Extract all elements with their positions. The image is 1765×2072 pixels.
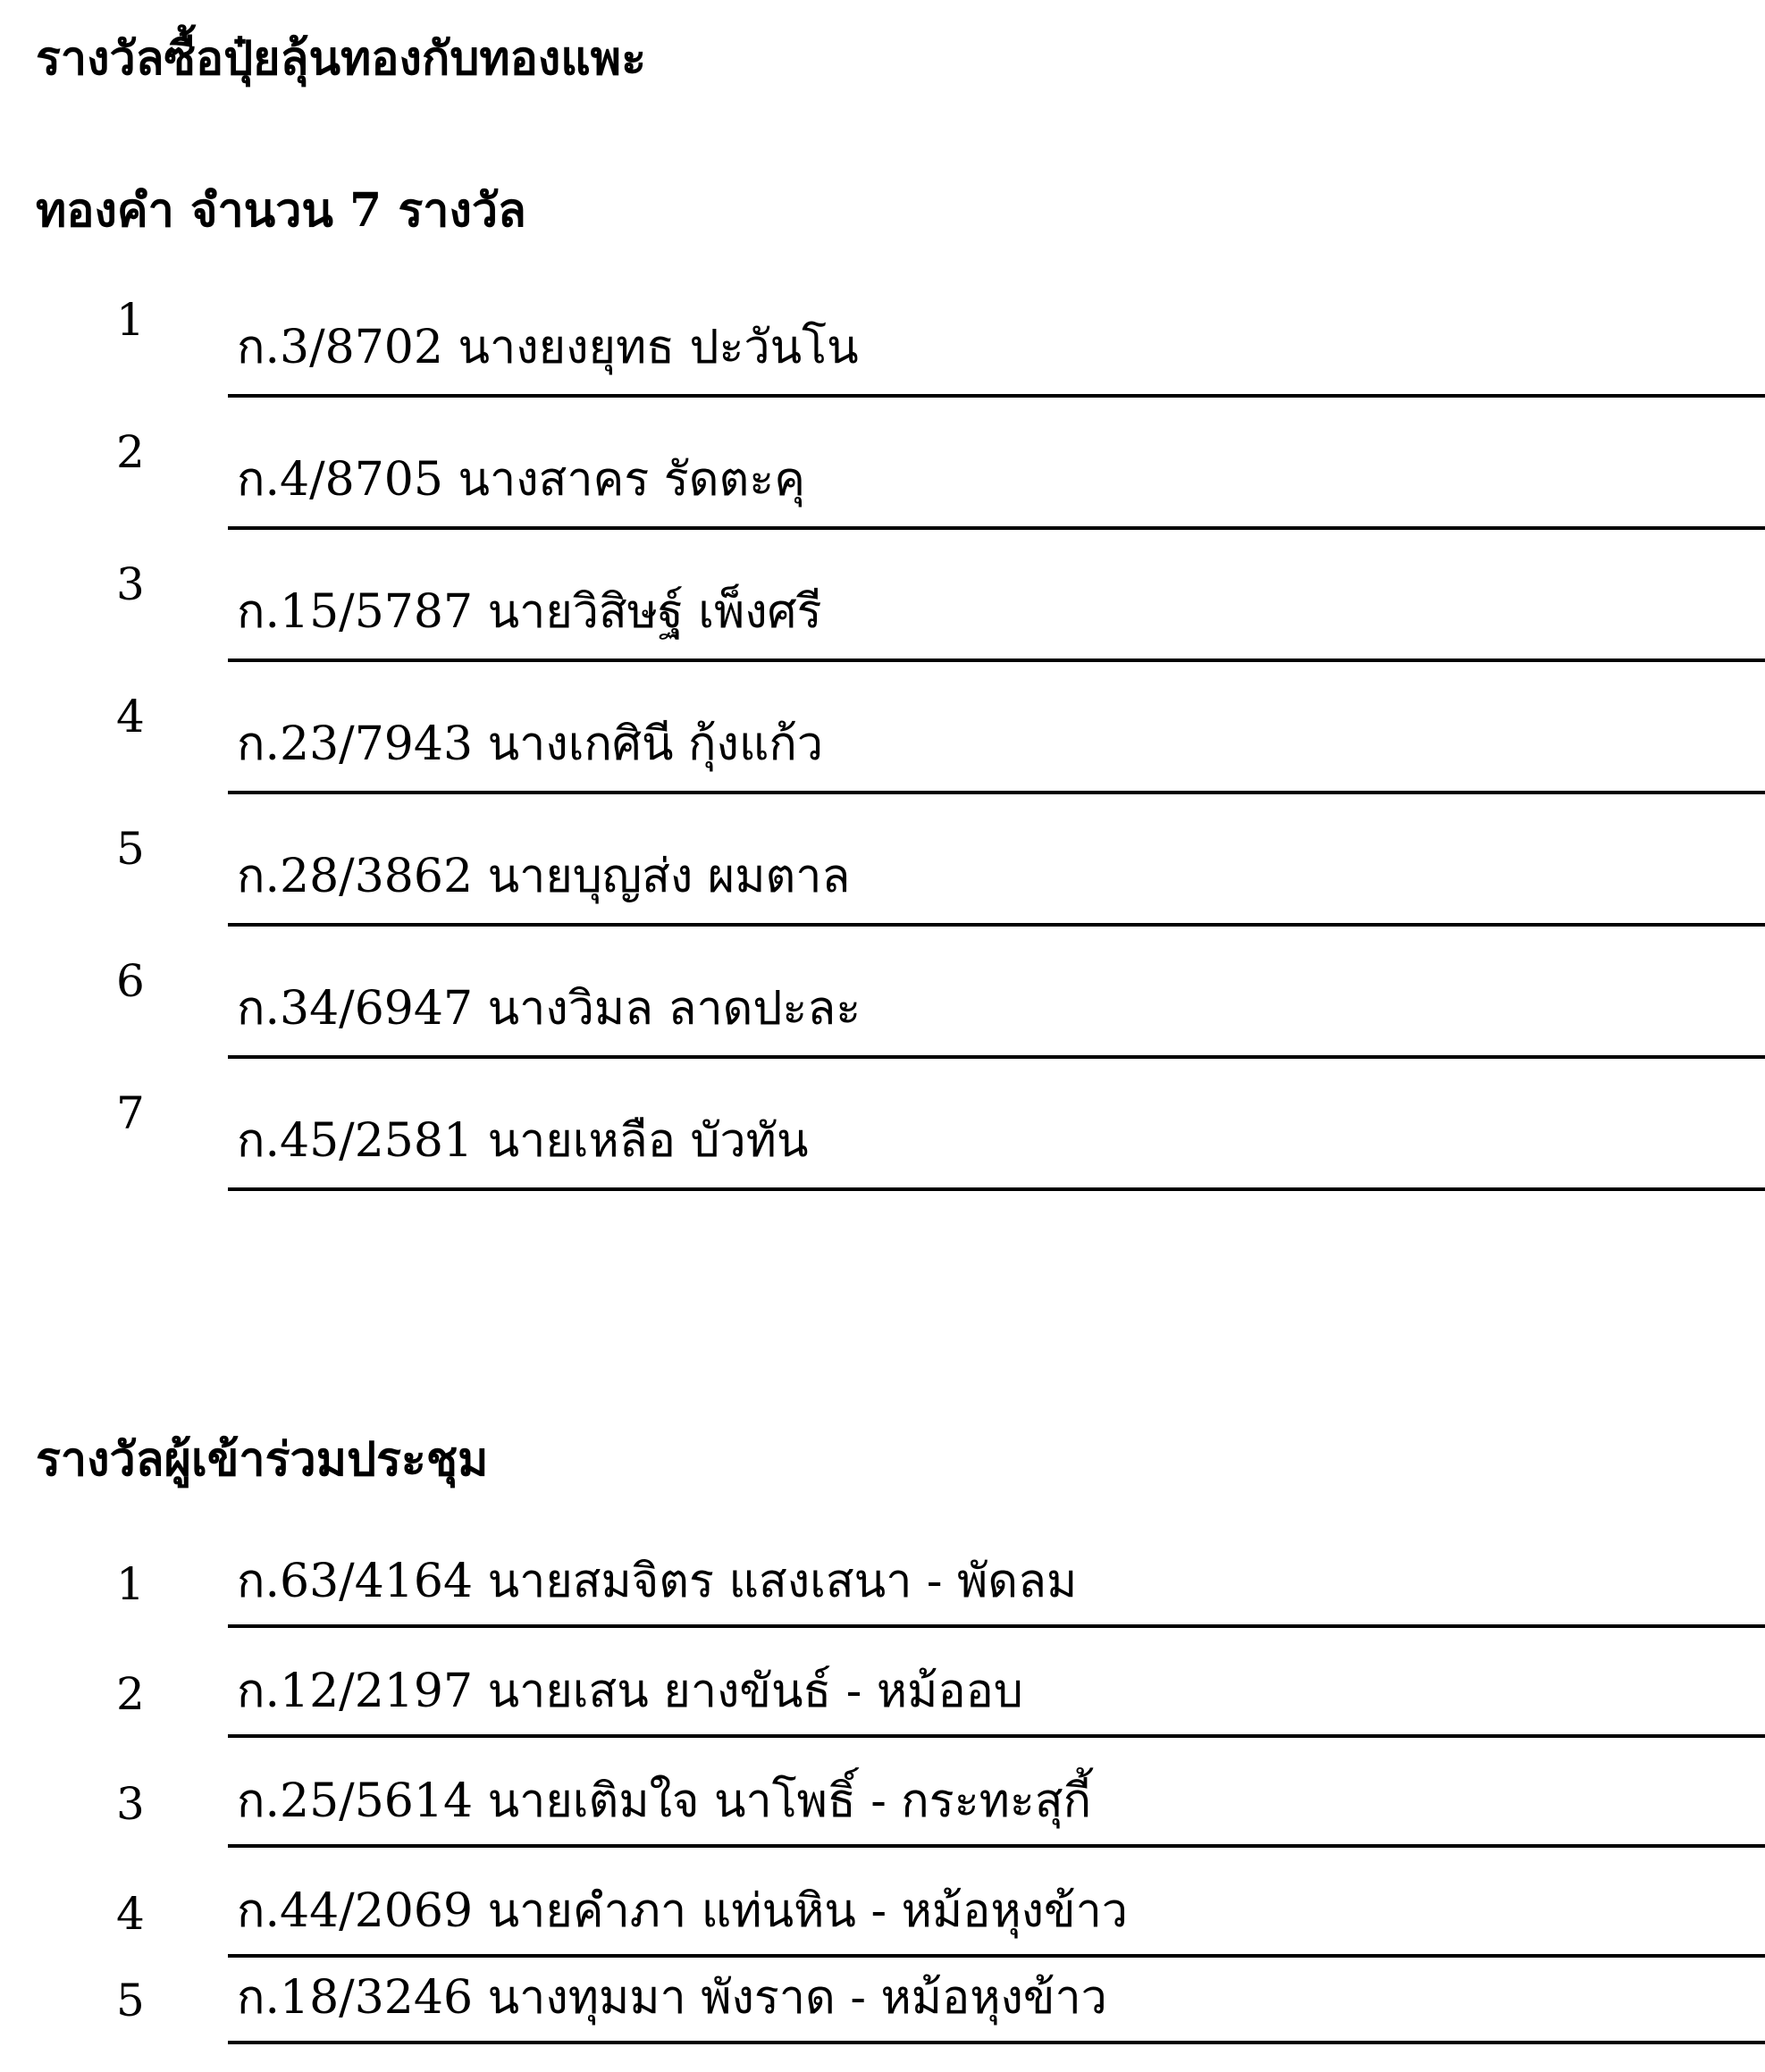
item-number: 3: [116, 558, 145, 610]
list-item: [0, 558, 1765, 694]
list-item: [0, 1766, 1765, 1875]
item-number: 2: [116, 1668, 145, 1720]
item-number: 5: [116, 823, 145, 875]
underline: [228, 1734, 1765, 1738]
underline: [228, 1954, 1765, 1958]
item-text: ก.34/6947 นางวิมล ลาดปะละ: [237, 982, 861, 1036]
item-text: ก.18/3246 นางทุมมา พังราด - หม้อหุงข้าว: [237, 1971, 1107, 2025]
item-text: ก.28/3862 นายบุญส่ง ผมตาล: [237, 850, 851, 903]
item-text: ก.63/4164 นายสมจิตร แสงเสนา - พัดลม: [237, 1555, 1078, 1608]
list-item: [0, 1962, 1765, 2072]
item-text: ก.15/5787 นายวิสิษฐ์ เพ็งศรี: [237, 585, 822, 639]
attendee-section-heading: รางวัลผู้เข้าร่วมประชุม: [36, 1432, 489, 1487]
item-text: ก.3/8702 นางยงยุทธ ปะวันโน: [237, 321, 859, 374]
list-item: [0, 691, 1765, 826]
underline: [228, 791, 1765, 794]
list-item: [0, 426, 1765, 562]
underline: [228, 1844, 1765, 1848]
item-number: 5: [116, 1975, 145, 2026]
item-text: ก.4/8705 นางสาคร รัดตะคุ: [237, 453, 805, 507]
page-title: รางวัลซื้อปุ๋ยลุ้นทองกับทองแพะ: [36, 31, 647, 86]
list-item: [0, 955, 1765, 1091]
item-text: ก.44/2069 นายคำภา แท่นหิน - หม้อหุงข้าว: [237, 1884, 1128, 1938]
underline: [228, 923, 1765, 927]
underline: [228, 394, 1765, 398]
item-number: 1: [116, 294, 145, 346]
item-text: ก.12/2197 นายเสน ยางขันธ์ - หม้ออบ: [237, 1665, 1023, 1718]
item-text: ก.25/5614 นายเติมใจ นาโพธิ์ - กระทะสุกี้: [237, 1774, 1092, 1828]
list-item: [0, 1546, 1765, 1656]
underline: [228, 526, 1765, 530]
item-number: 4: [116, 691, 145, 742]
item-number: 7: [116, 1087, 145, 1139]
list-item: [0, 294, 1765, 430]
list-item: [0, 1656, 1765, 1766]
list-item: [0, 1087, 1765, 1223]
underline: [228, 1187, 1765, 1191]
item-number: 1: [116, 1558, 145, 1610]
list-item: [0, 823, 1765, 959]
item-text: ก.45/2581 นายเหลือ บัวทัน: [237, 1114, 809, 1168]
item-number: 6: [116, 955, 145, 1007]
item-text: ก.23/7943 นางเกศินี กุ้งแก้ว: [237, 717, 824, 771]
underline: [228, 1624, 1765, 1628]
item-number: 3: [116, 1778, 145, 1830]
underline: [228, 1055, 1765, 1059]
underline: [228, 2041, 1765, 2044]
gold-section-heading: ทองคำ จำนวน 7 รางวัล: [36, 183, 526, 238]
item-number: 4: [116, 1888, 145, 1940]
underline: [228, 659, 1765, 662]
item-number: 2: [116, 426, 145, 478]
